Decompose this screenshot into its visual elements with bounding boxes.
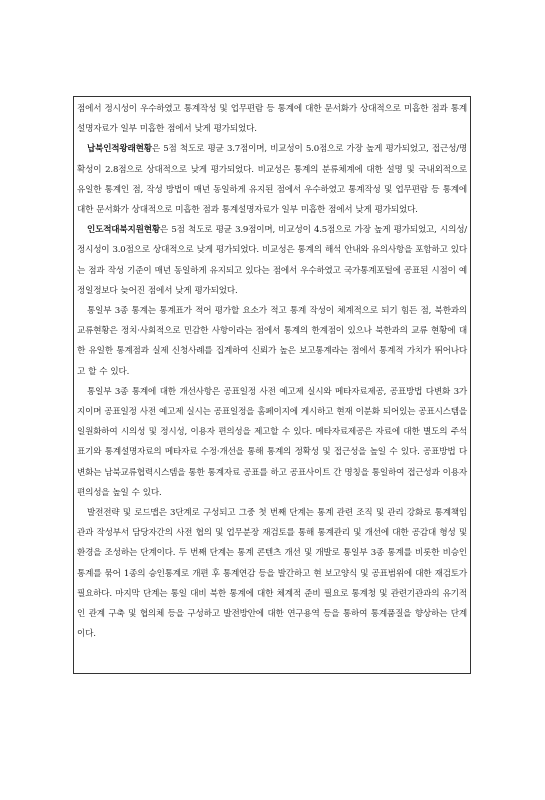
paragraph-1-text: 점에서 정시성이 우수하였고 통계작성 및 업무편람 등 통계에 대한 문서화가 상대적으로 미흡한 점과 통계설명자료가 일부 미흡한 점에서 낮게 평가되었다.: [77, 104, 467, 135]
paragraph-2-term: 납북인적왕래현황: [87, 144, 152, 155]
paragraph-3-text: 은 5점 척도로 평균 3.9점이며, 비교성이 4.5점으로 가장 높게 평가되었고, 시의성/정시성이 3.0점으로 상대적으로 낮게 평가되었다. 비교성은 통계의 해석 안내와 유의사항을 포함하고 있다는 점과 작성 기준이 매년 동일하게 유지되고 있다는 점에서 우수하였고 국가통계포털에 공표된 시점이 예정일정보다 늦어진 점에서 낮게 평가되었다.: [77, 225, 467, 296]
paragraph-6-text: 발전전략 및 로드맵은 3단계로 구성되고 그중 첫 번째 단계는 통계 관련 조직 및 관리 강화로 통계책임관과 작성부서 담당자간의 사전 협의 및 업무분장 재검토를 통해 통계관리 및 개선에 대한 공감대 형성 및 환경을 조성하는 단계이다. 두 번째 단계는 통계 콘텐츠 개선 및 개발로 통일부 3종 통계를 비롯한 비승인 통계를 묶어 1종의 승인통계로 개편 후 통계연감 등을 발간하고 현 보고양식 및 공표범위에 대한 재검토가 필요하다. 마지막 단계는 통일 대비 북한 통계에 대한 체계적 준비 필요로 통계청 및 관련기관과의 유기적인 관계 구축 및 협의체 등을 구성하고 발전방안에 대한 연구용역 등을 통하여 통계품질을 향상하는 단계이다.: [77, 508, 467, 640]
paragraph-5: [77, 382, 467, 503]
paragraph-3: [77, 220, 467, 301]
text-box: [73, 96, 471, 674]
paragraph-4: [77, 301, 467, 382]
paragraph-2-text: 은 5점 척도로 평균 3.7점이며, 비교성이 5.0점으로 가장 높게 평가되었고, 접근성/명확성이 2.8점으로 상대적으로 낮게 평가되었다. 비교성은 통계의 분류체계에 대한 설명 및 국내외적으로 유일한 통계인 점, 작성 방법이 매년 동일하게 유지된 점에서 우수하였고 통계작성 및 업무편람 등 통계에 대한 문서화가 상대적으로 미흡한 점과 통계설명자료가 일부 미흡한 점에서 낮게 평가되었다.: [77, 144, 467, 216]
paragraph-2: [77, 139, 467, 220]
paragraph-1: [77, 99, 467, 139]
paragraph-3-term: 인도적대북지원현황: [87, 225, 160, 236]
paragraph-5-text: 통일부 3종 통계에 대한 개선사항은 공표일정 사전 예고제 실시와 메타자료제공, 공표방법 다변화 3가지이며 공표일정 사전 예고제 실시는 공표일정을 홈페이지에 게시하고 현재 이분화 되어있는 공표시스템을 일원화하여 시의성 및 정시성, 이용자 편의성을 제고할 수 있다. 메타자료제공은 자료에 대한 별도의 주석표기와 통계설명자료의 메타자료 수정·개선을 통해 통계의 정확성 및 접근성을 높일 수 있다. 공표방법 다변화는 남북교류협력시스템을 통한 통계자료 공표를 하고 공표사이트 간 명칭을 통일하여 접근성과 이용자편의성을 높일 수 있다.: [77, 386, 467, 498]
paragraph-6: [77, 503, 467, 644]
paragraph-4-text: 통일부 3종 통계는 통계표가 적어 평가할 요소가 적고 통계 작성이 체계적으로 되기 힘든 점, 북한과의 교류현황은 정치·사회적으로 민감한 사항이라는 점에서 통계의 한계점이 있으나 북한과의 교류 현황에 대한 유일한 통계점과 실제 신청사례를 집계하여 신뢰가 높은 보고통계라는 점에서 통계적 가치가 뛰어나다고 할 수 있다.: [77, 306, 467, 377]
